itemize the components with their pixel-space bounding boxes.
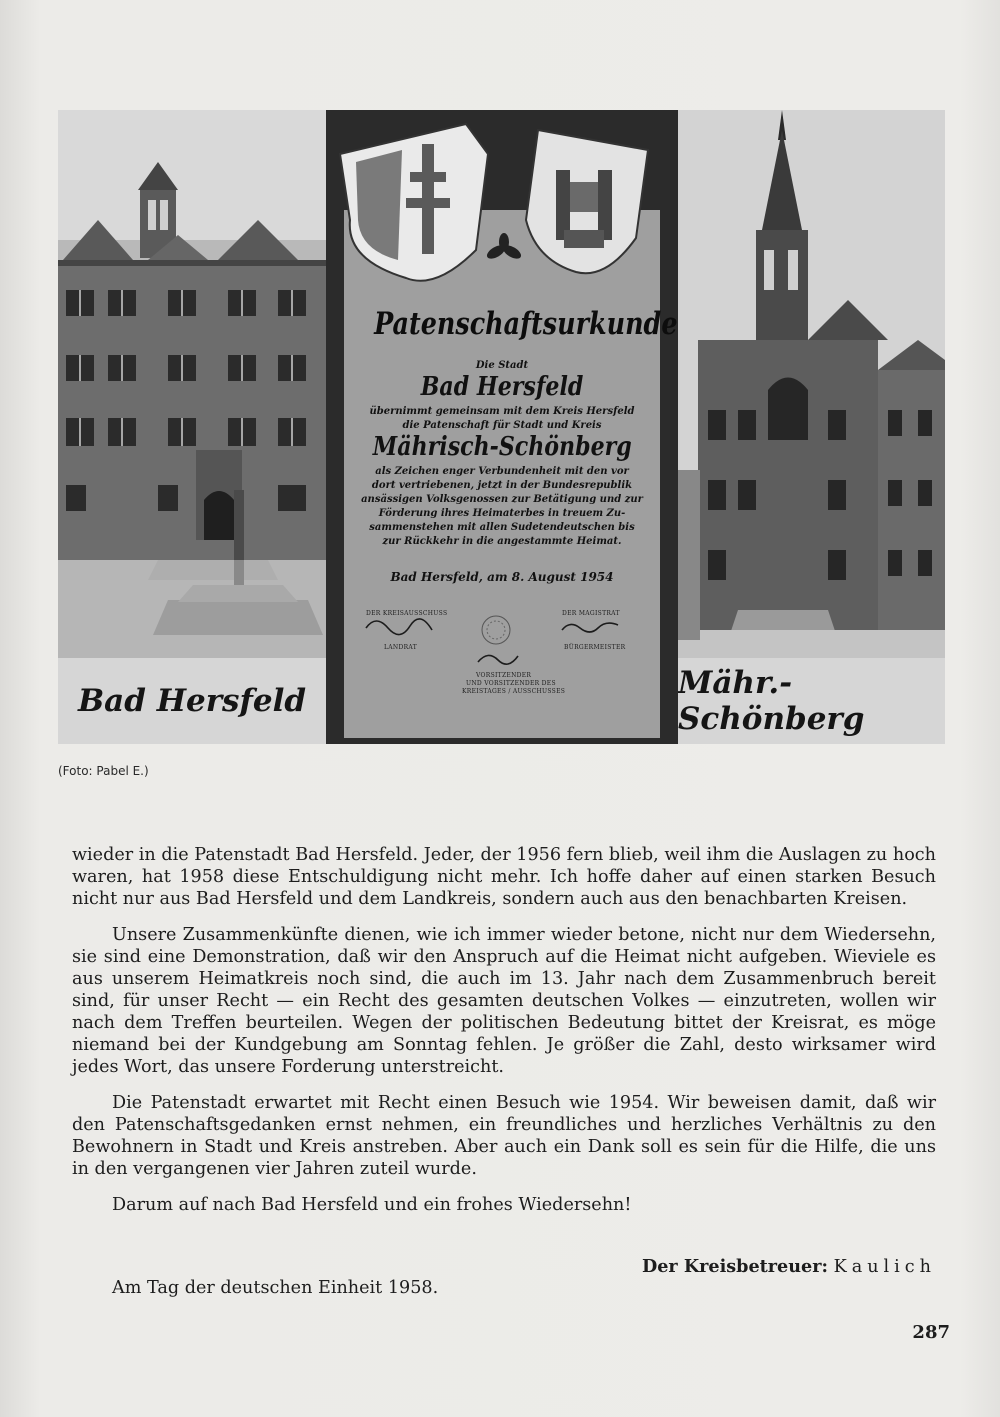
document-patron: Mährisch-Schönberg [372, 432, 632, 462]
document-heading: Patenschaftsurkunde [374, 306, 678, 342]
document-signature-title: DER KREISAUSSCHUSS [366, 610, 448, 617]
document-line: Die Stadt [475, 360, 529, 371]
document-line: Förderung ihres Heimaterbes in treuem Zu- [378, 508, 626, 519]
document-line: übernimmt gemeinsam mit dem Kreis Hersfeld [369, 406, 635, 417]
caption-bad-hersfeld: Bad Hersfeld [58, 658, 326, 744]
document-signature-role: LANDRAT [384, 644, 418, 651]
document-signature-title: DER MAGISTRAT [562, 610, 620, 617]
body-text [72, 844, 936, 1230]
document-signature-role: BÜRGERMEISTER [564, 644, 626, 651]
photo-maehr-schoenberg [678, 110, 945, 744]
paragraph: Unsere Zusammenkünfte dienen, wie ich immer wieder betone, nicht nur dem Wiedersehn, sie sind eine Demonstration, daß wir den Anspruch auf die Heimat nicht aufgeben. Wieviele es aus unserem Heimatkreis noch sind, die auch im 13. Jahr nach dem Zusammenbruch bereit sind, für unser Recht — ein Recht des gesamten deutschen Volkes — einzutreten, wollen wir nach dem Treffen beurteilen. Wegen der politischen Bedeutung bittet der Kreisrat, es möge niemand bei der Kundgebung am Sonntag fehlen. Je größer die Zahl, desto wirksamer wird jedes Wort, das unsere Forderung unterstreicht. [72, 925, 936, 1077]
paragraph: wieder in die Patenstadt Bad Hersfeld. Jeder, der 1956 fern blieb, weil ihm die Auslagen zu hoch waren, hat 1958 diese Entschuldigung nicht mehr. Ich hoffe daher auf einen starken Besuch nicht nur aus Bad Hersfeld und dem Landkreis, sondern auch aus den benachbarten Kreisen. [72, 845, 936, 909]
document-line: ansässigen Volksgenossen zur Betätigung und zur [361, 494, 643, 505]
document-signature-line: KREISTAGES / AUSSCHUSSES [462, 688, 566, 695]
document-signature-line: VORSITZENDER [476, 672, 532, 679]
document-signature-line: UND VORSITZENDER DES [466, 680, 556, 687]
document-line: sammenstehen mit allen Sudetendeutschen bis [369, 522, 635, 533]
document-date: Bad Hersfeld, am 8. August 1954 [390, 570, 614, 584]
date-line: Am Tag der deutschen Einheit 1958. [112, 1278, 439, 1298]
signature-label: Der Kreisbetreuer: [641, 1256, 828, 1277]
photo-bad-hersfeld [58, 110, 326, 744]
caption-maehr-schoenberg: Mähr.-Schönberg [678, 658, 945, 744]
document-line: dort vertriebenen, jetzt in der Bundesrepublik [371, 480, 633, 491]
photo-composite [58, 110, 945, 744]
paragraph: Darum auf nach Bad Hersfeld und ein frohes Wiedersehn! [112, 1195, 632, 1215]
photo-patenschaftsurkunde [326, 110, 678, 744]
document-line: zur Rückkehr in die angestammte Heimat. [382, 536, 622, 547]
document-city: Bad Hersfeld [420, 372, 584, 402]
document-line: als Zeichen enger Verbundenheit mit den vor [375, 466, 629, 477]
maehr-schoenberg-building-illustration [678, 110, 945, 658]
bad-hersfeld-building-illustration [58, 110, 326, 658]
page-number: 287 [912, 1322, 950, 1343]
document-line: die Patenschaft für Stadt und Kreis [402, 420, 602, 431]
photo-credit: (Foto: Pabel E.) [58, 764, 149, 778]
paragraph: Die Patenstadt erwartet mit Recht einen Besuch wie 1954. Wir beweisen damit, daß wir den Patenschaftsgedanken ernst nehmen, ein freundliches und herzliches Verhältnis zu den Bewohnern in Stadt und Kreis anstreben. Aber auch ein Dank soll es sein für die Hilfe, die uns in den vergangenen vier Jahren zuteil wurde. [72, 1093, 936, 1179]
signature-name: Kaulich [833, 1257, 936, 1277]
signature [642, 1256, 936, 1277]
